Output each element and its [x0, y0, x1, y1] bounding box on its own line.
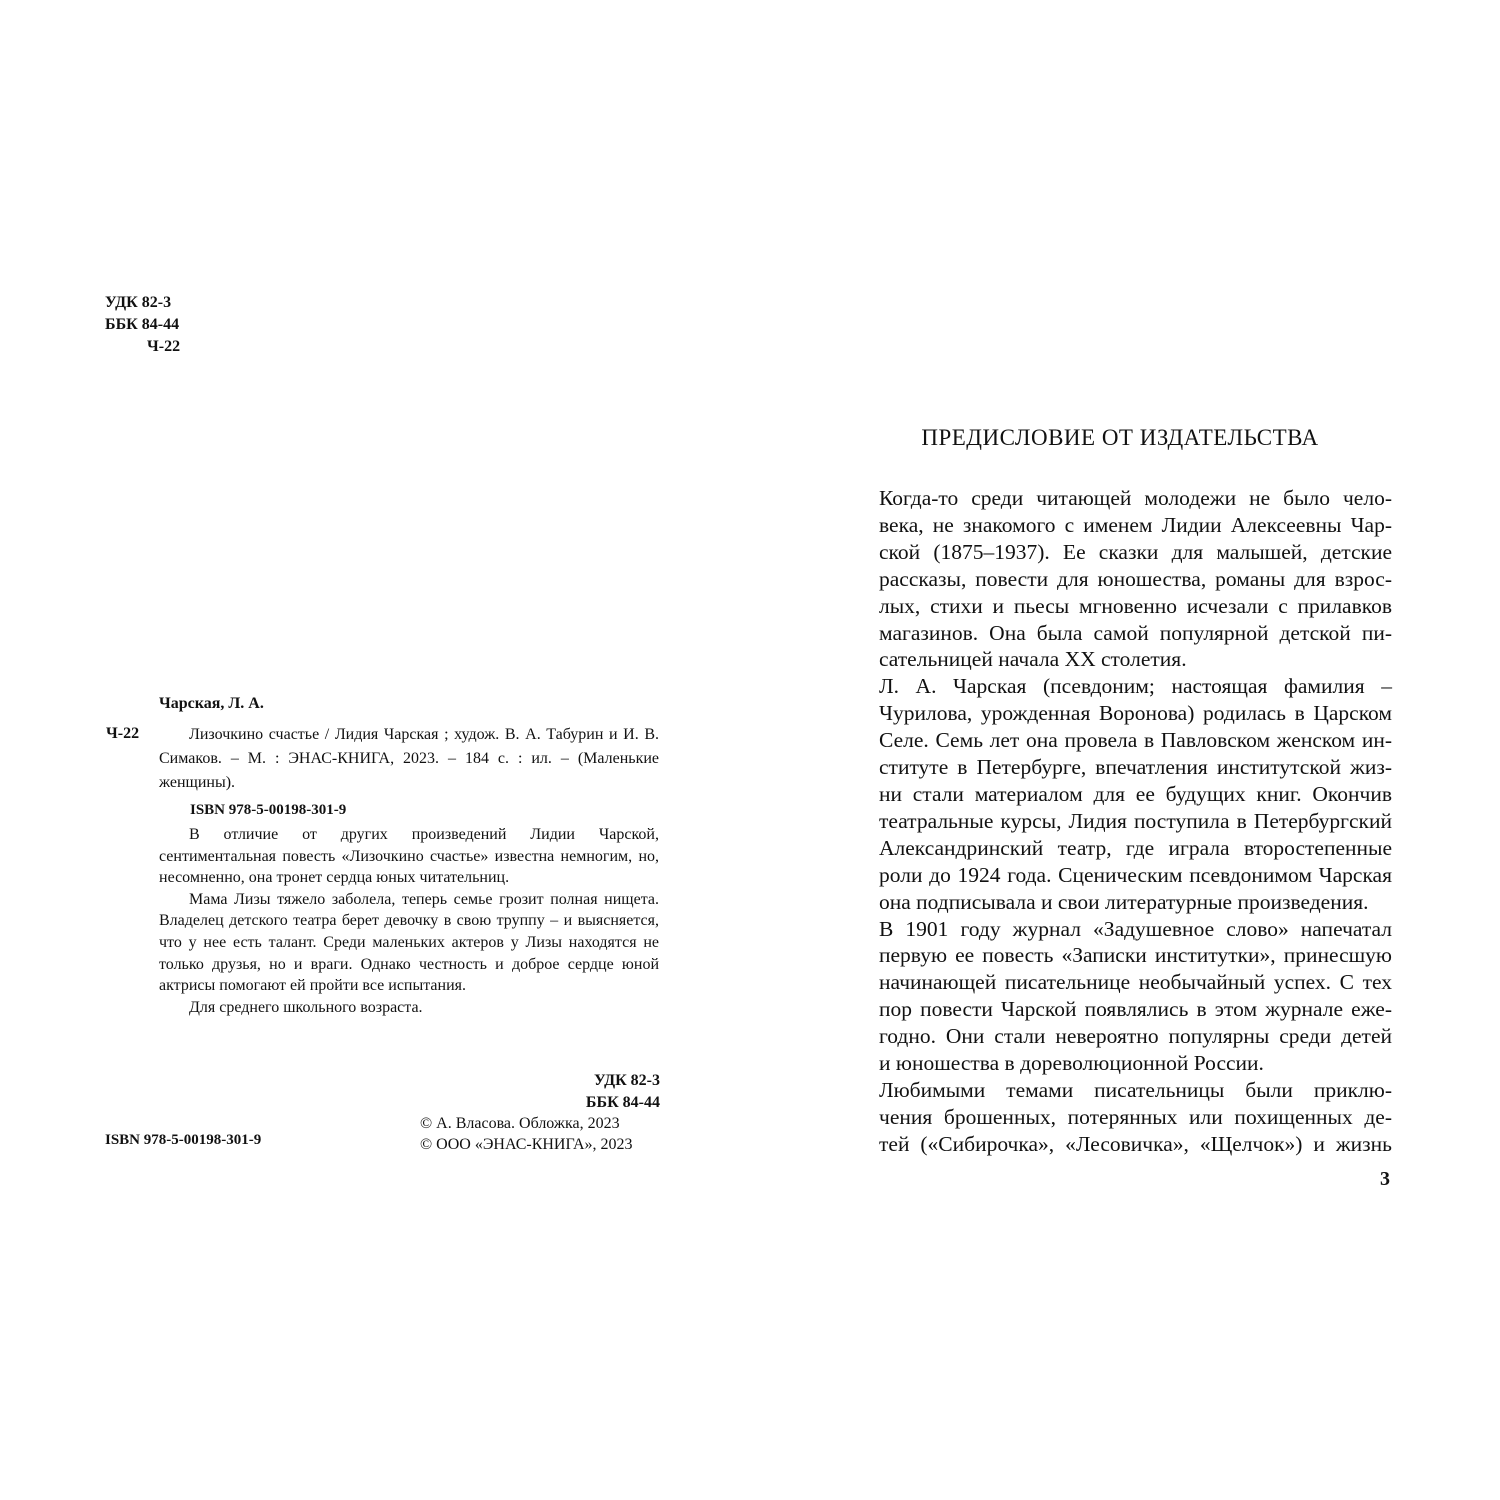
catalog-entry	[159, 723, 659, 795]
card-udk-code: УДК 82-3	[593, 1072, 660, 1089]
preface-paragraph	[847, 1077, 1392, 1158]
preface-paragraph	[847, 485, 1392, 673]
annotation	[159, 824, 659, 1018]
text-line: ни стали материалом для ее будущих книг. Окончив	[879, 781, 1392, 806]
text-line: годно. Они стали невероятно популярны среди детей	[879, 1024, 1392, 1049]
annotation-paragraph: Мама Лизы тяжело заболела, теперь семье грозит полная нищета. Владелец детского театра берет девочку в свою труппу – и выясняется, что у нее есть талант. Среди маленьких актеров у Лизы находятся не только друзья, но и враги. Однако честность и доброе сердце юной актрисы помогают ей пройти все испытания.	[159, 890, 659, 995]
preface-body	[847, 485, 1392, 1158]
text-line: начинающей писательнице необычайный успех. С тех	[879, 970, 1392, 995]
copyright-publisher: © ООО «ЭНАС-КНИГА», 2023	[420, 1136, 633, 1153]
isbn-number: ISBN 978-5-00198-301-9	[105, 1132, 262, 1148]
catalog-author-heading: Чарская, Л. А.	[159, 695, 264, 712]
annotation-paragraph: В отличие от других произведений Лидии Чарской, сентиментальная повесть «Лизочкино счастье» известна немногим, но, несомненно, она тронет сердца юных читательниц.	[159, 826, 659, 887]
text-line: рассказы, повести для юношества, романы для взрос-	[879, 566, 1392, 591]
text-line: Когда-то среди читающей молодежи не было чело-	[879, 486, 1392, 510]
text-line: В 1901 году журнал «Задушевное слово» напечатал	[879, 916, 1392, 941]
text-line: века, не знакомого с именем Лидии Алексеевны Чар-	[879, 512, 1392, 537]
preface-paragraph	[847, 916, 1392, 1077]
udk-code: УДК 82-3	[105, 294, 172, 311]
preface-paragraph	[847, 673, 1392, 915]
catalog-card-codes	[520, 1070, 660, 1114]
annotation-age-note: Для среднего школьного возраста.	[189, 998, 423, 1016]
library-codes	[105, 292, 180, 358]
text-line: чения брошенных, потерянных или похищенных де-	[879, 1104, 1392, 1129]
text-line: Александринский театр, где играла второстепенные	[879, 835, 1392, 860]
page-title: ПРЕДИСЛОВИЕ ОТ ИЗДАТЕЛЬСТВА	[921, 425, 1319, 450]
catalog-author-code: Ч-22	[106, 725, 140, 742]
text-line: ституте в Петербурге, впечатления институтской жиз-	[879, 755, 1392, 780]
text-line: Любимыми темами писательницы были приклю-	[879, 1077, 1392, 1102]
catalog-isbn: ISBN 978-5-00198-301-9	[190, 802, 347, 818]
page-number: 3	[1380, 1168, 1390, 1190]
text-line: роли до 1924 года. Сценическим псевдонимом Чарская	[879, 862, 1392, 887]
text-line: магазинов. Она была самой популярной детской пи-	[879, 620, 1392, 645]
text-line: сательницей начала XX столетия.	[879, 647, 1187, 672]
card-bbk-code: ББК 84-44	[585, 1094, 660, 1111]
text-line: лых, стихи и пьесы мгновенно исчезали с прилавков	[879, 593, 1392, 618]
text-line: Л. А. Чарская (псевдоним; настоящая фамилия –	[879, 674, 1392, 699]
text-line: театральные курсы, Лидия поступила в Петербургский	[879, 808, 1392, 833]
catalog-entry-text: Лизочкино счастье / Лидия Чарская ; худож. В. А. Табурин и И. В. Симаков. – М. : ЭНАС-КНИГА, 2023. – 184 с. : ил. – (Маленькие женщины).	[159, 726, 659, 791]
text-line: тей («Сибирочка», «Лесовичка», «Щелчок») и жизнь	[879, 1131, 1392, 1156]
bbk-code: ББК 84-44	[105, 316, 180, 333]
copyright-block	[420, 1113, 633, 1155]
author-sign-code: Ч-22	[147, 338, 181, 355]
text-line: первую ее повесть «Записки институтки», принесшую	[879, 943, 1392, 968]
text-line: и юношества в дореволюционной России.	[879, 1051, 1264, 1076]
text-line: ской (1875–1937). Ее сказки для малышей, детские	[879, 539, 1392, 564]
text-line: она подписывала и свои литературные произведения.	[879, 889, 1369, 914]
copyright-cover: © А. Власова. Обложка, 2023	[420, 1115, 620, 1132]
text-line: Чурилова, урожденная Воронова) родилась в Царском	[879, 701, 1392, 726]
text-line: пор повести Чарской появлялись в этом журнале еже-	[879, 997, 1392, 1022]
text-line: Селе. Семь лет она провела в Павловском женском ин-	[879, 728, 1392, 753]
